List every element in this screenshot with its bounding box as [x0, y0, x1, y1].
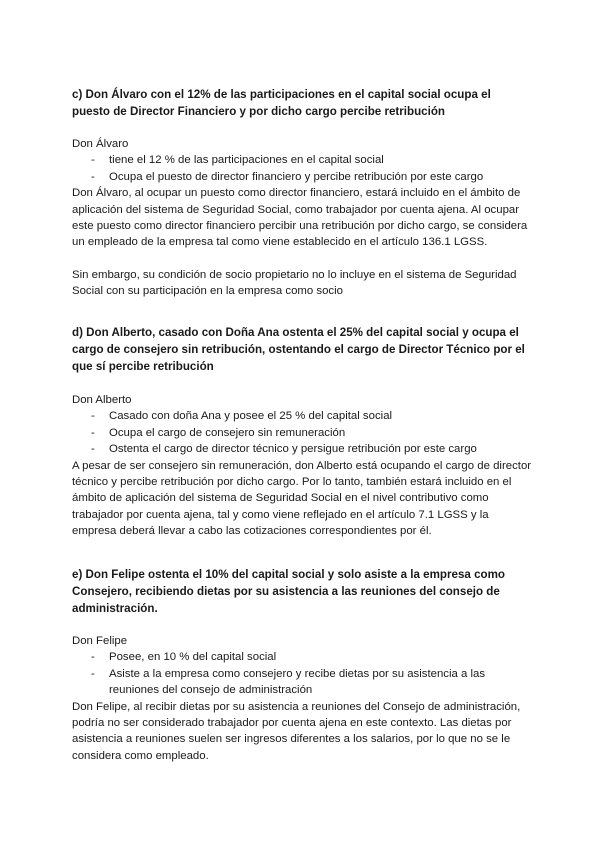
- bullet-dash: -: [91, 667, 95, 680]
- section-e: [72, 566, 532, 764]
- list-item: - Ocupa el puesto de director financiero y percibe retribución por este cargo: [72, 169, 532, 185]
- bullet-dash: -: [91, 170, 95, 183]
- section-heading: e) Don Felipe ostenta el 10% del capital social y solo asiste a la empresa como Consejero, recibiendo dietas por su asistencia a las reuniones del consejo de administración.: [72, 568, 505, 615]
- list-item: - Ocupa el cargo de consejero sin remuneración: [72, 425, 532, 441]
- paragraph: Don Álvaro, al ocupar un puesto como director financiero, estará incluido en el ámbito de aplicación del sistema de Seguridad Social, como trabajador por cuenta ajena. Al ocupar este puesto como director financiero percibir una retribución por dicho cargo, se considera un empleado de la empresa tal como viene establecido en el artículo 136.1 LGSS.: [72, 187, 528, 249]
- section-heading: d) Don Alberto, casado con Doña Ana ostenta el 25% del capital social y ocupa el cargo de consejero sin retribución, ostentando el cargo de Director Técnico por el que sí percibe retribución: [72, 326, 525, 373]
- bullet-list: [72, 152, 532, 185]
- paragraph: Sin embargo, su condición de socio propietario no lo incluye en el sistema de Seguridad Social con su participación en la empresa como socio: [72, 268, 517, 298]
- section-heading: c) Don Álvaro con el 12% de las participaciones en el capital social ocupa el puesto de Director Financiero y por dicho cargo percibe retribución: [72, 88, 491, 118]
- bullet-dash: -: [91, 410, 95, 423]
- list-item: - Asiste a la empresa como consejero y recibe dietas por su asistencia a las reuniones del consejo de administración: [91, 667, 486, 697]
- list-item: - Casado con doña Ana y posee el 25 % del capital social: [72, 408, 532, 424]
- bullet-dash: -: [91, 426, 95, 439]
- person-name: Don Alberto: [72, 394, 132, 406]
- bullet-dash: -: [91, 651, 95, 664]
- person-name: Don Álvaro: [72, 138, 129, 150]
- bullet-list: [72, 649, 532, 698]
- list-item: - Ostenta el cargo de director técnico y persigue retribución por este cargo: [72, 441, 532, 457]
- bullet-dash: -: [91, 154, 95, 167]
- bullet-dash: -: [91, 443, 95, 456]
- paragraph: A pesar de ser consejero sin remuneración, don Alberto está ocupando el cargo de director técnico y percibe retribución por dicho cargo. Por lo tanto, también estará incluido en el ámbito de aplicación del sistema de Seguridad Social en el nivel contributivo como trabajador por cuenta ajena, tal y como viene reflejado en el artículo 7.1 LGSS y la empresa deberá llevar a cabo las cotizaciones correspondientes por él.: [72, 459, 532, 538]
- person-name: Don Felipe: [72, 635, 128, 647]
- list-item: - tiene el 12 % de las participaciones en el capital social: [72, 152, 532, 168]
- paragraph: Don Felipe, al recibir dietas por su asistencia a reuniones del Consejo de administración, podría no ser considerado trabajador por cuenta ajena en este contexto. Las dietas por asistencia a reuniones suelen ser ingresos diferentes a los salarios, por lo que no se le considera como empleado.: [72, 700, 521, 762]
- list-item: - Posee, en 10 % del capital social: [72, 649, 532, 665]
- bullet-list: [72, 408, 532, 457]
- section-d: [72, 324, 532, 540]
- section-c: [72, 86, 532, 300]
